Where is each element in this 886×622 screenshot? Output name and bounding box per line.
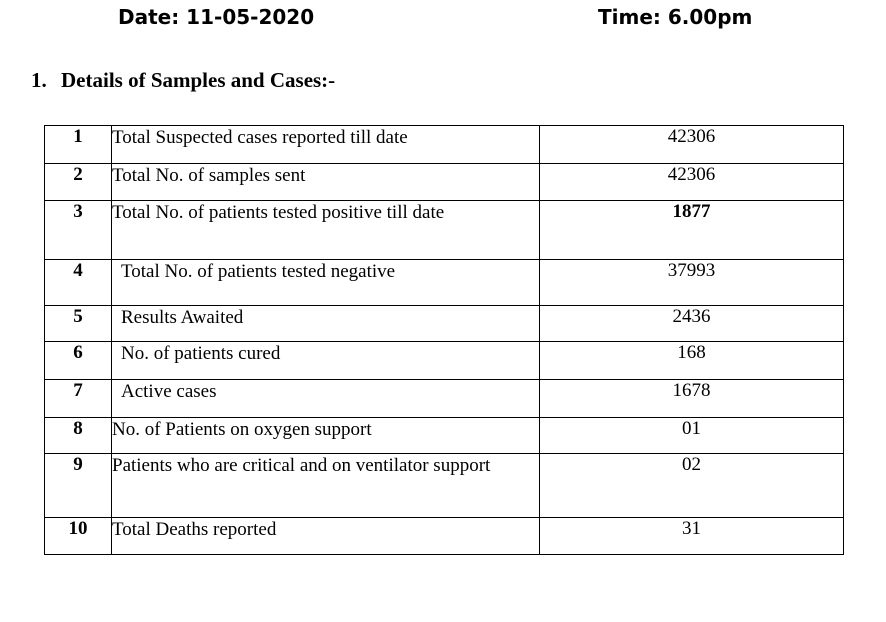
row-value: 37993	[540, 260, 844, 306]
row-label: Total Suspected cases reported till date	[112, 126, 540, 164]
row-number: 2	[45, 164, 112, 201]
table-row	[45, 342, 844, 380]
row-label: Total No. of patients tested positive till date	[112, 201, 540, 260]
report-header	[0, 4, 886, 30]
section-title	[31, 66, 335, 94]
row-value: 2436	[540, 306, 844, 342]
row-number: 6	[45, 342, 112, 380]
row-number: 9	[45, 454, 112, 518]
row-value: 31	[540, 518, 844, 555]
table-row	[45, 518, 844, 555]
row-label: Results Awaited	[112, 306, 540, 342]
row-value: 168	[540, 342, 844, 380]
row-number: 1	[45, 126, 112, 164]
table-row	[45, 260, 844, 306]
table-row	[45, 454, 844, 518]
table-row	[45, 418, 844, 454]
row-value: 01	[540, 418, 844, 454]
row-label: Patients who are critical and on ventilator support	[112, 454, 540, 518]
row-label: No. of patients cured	[112, 342, 540, 380]
section-number: 1.	[31, 68, 47, 92]
report-time: Time: 6.00pm	[598, 5, 753, 29]
table-row	[45, 380, 844, 418]
row-number: 10	[45, 518, 112, 555]
row-label: Total No. of samples sent	[112, 164, 540, 201]
table-row	[45, 126, 844, 164]
row-number: 3	[45, 201, 112, 260]
row-label: No. of Patients on oxygen support	[112, 418, 540, 454]
row-number: 4	[45, 260, 112, 306]
row-number: 7	[45, 380, 112, 418]
row-number: 5	[45, 306, 112, 342]
row-label: Active cases	[112, 380, 540, 418]
row-value: 42306	[540, 164, 844, 201]
row-value: 1678	[540, 380, 844, 418]
section-title-text: Details of Samples and Cases:-	[61, 68, 336, 92]
table-row	[45, 164, 844, 201]
row-label: Total No. of patients tested negative	[112, 260, 540, 306]
row-value: 02	[540, 454, 844, 518]
row-value: 42306	[540, 126, 844, 164]
row-value: 1877	[540, 201, 844, 260]
report-date: Date: 11-05-2020	[118, 5, 315, 29]
details-table	[44, 125, 844, 555]
row-number: 8	[45, 418, 112, 454]
row-label: Total Deaths reported	[112, 518, 540, 555]
table-row	[45, 201, 844, 260]
table-row	[45, 306, 844, 342]
